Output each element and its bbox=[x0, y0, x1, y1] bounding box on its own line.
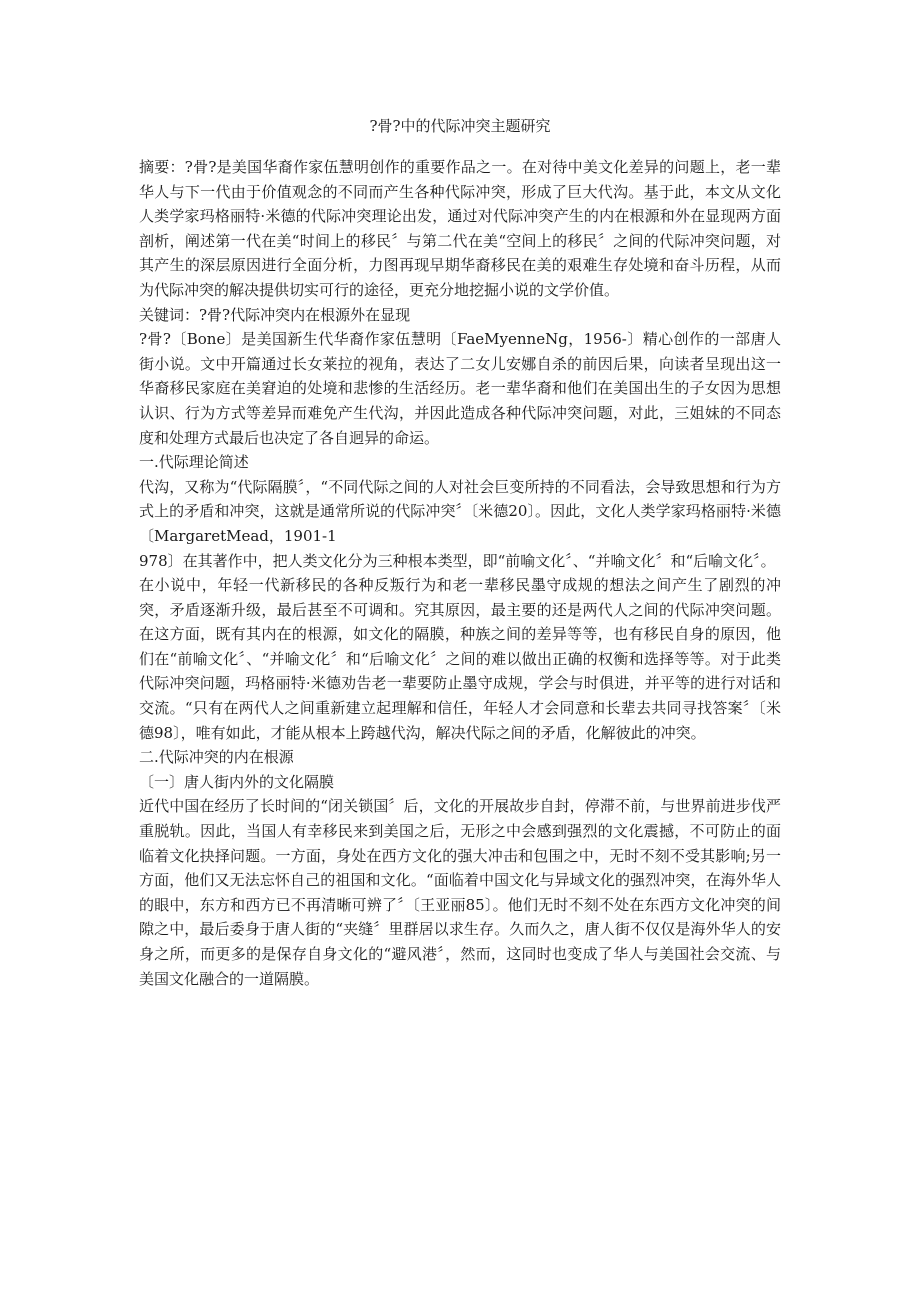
document-title: ?骨?中的代际冲突主题研究 bbox=[369, 117, 551, 135]
keywords-line: 关键词：?骨?代际冲突内在根源外在显现 bbox=[139, 305, 411, 324]
body-paragraph: 978〕在其著作中，把人类文化分为三种根本类型，即“前喻文化〞、“并喻文化〞和“后喻文化〞。 bbox=[139, 551, 776, 570]
subsection-heading-1: 〔一〕唐人街内外的文化隔膜 bbox=[139, 772, 335, 791]
document-body bbox=[139, 155, 781, 991]
body-paragraph: 在小说中，年轻一代新移民的各种反叛行为和老一辈移民墨守成规的想法之间产生了剧烈的冲突，矛盾逐渐升级，最后甚至不可调和。究其原因，最主要的还是两代人之间的代际冲突问题。在这方面，既有其内在的根源，如文化的隔膜，种族之间的差异等等，也有移民自身的原因，他们在“前喻文化〞、“并喻文化〞和“后喻文化〞之间的难以做出正确的权衡和选择等等。对于此类代际冲突问题，玛格丽特·米德劝告老一辈要防止墨守成规，学会与时俱进，并平等的进行对话和交流。“只有在两代人之间重新建立起理解和信任，年轻人才会同意和长辈去共同寻找答案〞〔米德98〕，唯有如此，才能从根本上跨越代沟，解决代际之间的矛盾，化解彼此的冲突。 bbox=[139, 576, 781, 742]
body-paragraph: 代沟，又称为“代际隔膜〞，“不同代际之间的人对社会巨变所持的不同看法，会导致思想和行为方式上的矛盾和冲突，这就是通常所说的代际冲突〞〔米德20〕。因此，文化人类学家玛格丽特·米德〔MargaretMead，1901-1 bbox=[139, 477, 781, 545]
intro-paragraph: ?骨?〔Bone〕是美国新生代华裔作家伍慧明〔FaeMyenneNg，1956-〕精心创作的一部唐人街小说。文中开篇通过长女莱拉的视角，表达了二女儿安娜自杀的前因后果，向读者呈现出这一华裔移民家庭在美窘迫的处境和悲惨的生活经历。老一辈华裔和他们在美国出生的子女因为思想认识、行为方式等差异而难免产生代沟，并因此造成各种代际冲突问题，对此，三姐妹的不同态度和处理方式最后也决定了各自迥异的命运。 bbox=[139, 330, 781, 447]
abstract-paragraph: 摘要：?骨?是美国华裔作家伍慧明创作的重要作品之一。在对待中美文化差异的问题上，老一辈华人与下一代由于价值观念的不同而产生各种代际冲突，形成了巨大代沟。基于此，本文从文化人类学家玛格丽特·米德的代际冲突理论出发，通过对代际冲突产生的内在根源和外在显现两方面剖析，阐述第一代在美“时间上的移民〞与第二代在美“空间上的移民〞之间的代际冲突问题，对其产生的深层原因进行全面分析，力图再现早期华裔移民在美的艰难生存处境和奋斗历程，从而为代际冲突的解决提供切实可行的途径，更充分地挖掘小说的文学价值。 bbox=[139, 158, 781, 299]
section-heading-1: 一.代际理论简述 bbox=[139, 453, 249, 472]
section-heading-2: 二.代际冲突的内在根源 bbox=[139, 748, 294, 767]
body-paragraph: 近代中国在经历了长时间的“闭关锁国〞后，文化的开展故步自封，停滞不前，与世界前进步伐严重脱轨。因此，当国人有幸移民来到美国之后，无形之中会感到强烈的文化震撼，不可防止的面临着文化抉择问题。一方面，身处在西方文化的强大冲击和包围之中，无时不刻不受其影响;另一方面，他们又无法忘怀自己的祖国和文化。“面临着中国文化与异域文化的强烈冲突，在海外华人的眼中，东方和西方已不再清晰可辨了〞〔王亚丽85〕。他们无时不刻不处在东西方文化冲突的间隙之中，最后委身于唐人街的“夹缝〞里群居以求生存。久而久之，唐人街不仅仅是海外华人的安身之所，而更多的是保存自身文化的“避风港〞，然而，这同时也变成了华人与美国社会交流、与美国文化融合的一道隔膜。 bbox=[139, 797, 781, 988]
